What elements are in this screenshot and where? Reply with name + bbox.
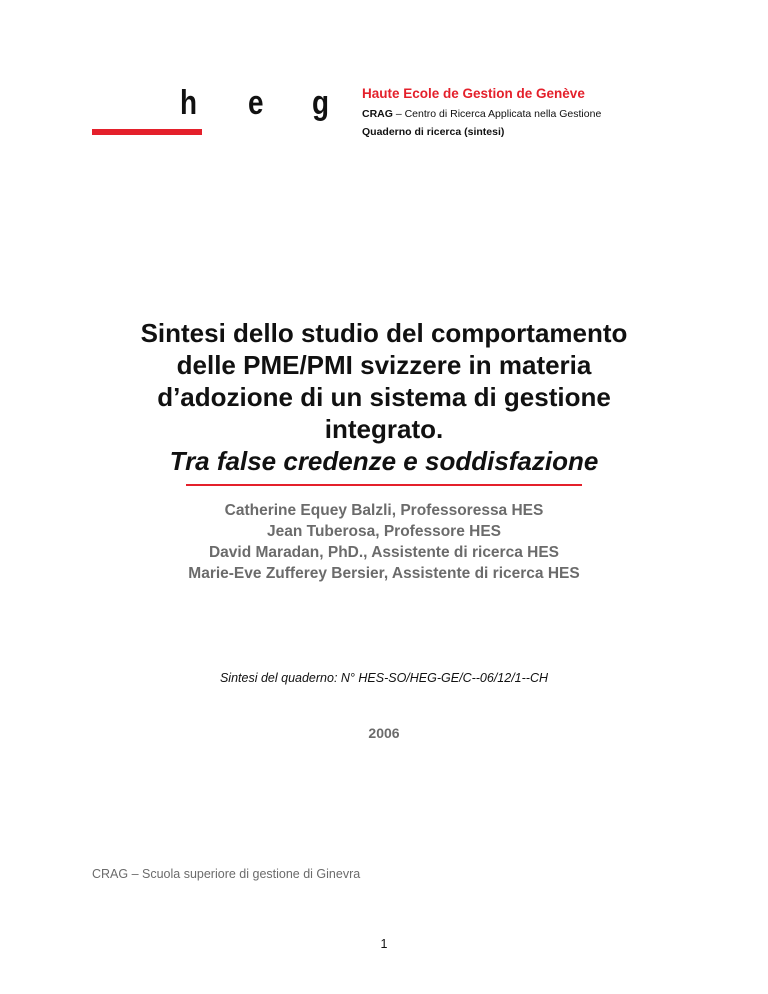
crag-line (362, 108, 662, 121)
title-line: d’adozione di un sistema di gestione (157, 382, 611, 412)
logo-letter-g: g (312, 84, 330, 122)
crag-description: – Centro di Ricerca Applicata nella Gestione (392, 108, 602, 120)
title-divider (186, 484, 582, 486)
school-name: Haute Ecole de Gestion de Genève (362, 86, 585, 101)
header-block (362, 86, 662, 139)
series-label: Quaderno di ricerca (sintesi) (362, 126, 505, 138)
page-number: 1 (380, 937, 388, 951)
author-line: Jean Tuberosa, Professore HES (266, 523, 502, 540)
title-line: delle PME/PMI svizzere in materia (176, 350, 592, 380)
author-line: Catherine Equey Balzli, Professoressa HES (224, 502, 544, 519)
title-line: integrato. (324, 414, 444, 444)
author-line: Marie-Eve Zufferey Bersier, Assistente di ricerca HES (188, 565, 580, 582)
title-line: Sintesi dello studio del comportamento (140, 318, 628, 348)
publication-year: 2006 (368, 725, 400, 741)
logo-letter-h: h (180, 84, 198, 122)
crag-abbr: CRAG (362, 108, 393, 120)
document-reference: Sintesi del quaderno: N° HES-SO/HEG-GE/C--06/12/1--CH (219, 671, 549, 685)
author-line: David Maradan, PhD., Assistente di ricerca HES (208, 544, 560, 561)
logo-red-bar (92, 129, 202, 135)
heg-logo (176, 84, 336, 124)
document-subtitle: Tra false credenze e soddisfazione (169, 446, 599, 476)
document-title (84, 317, 684, 477)
authors-list (84, 500, 684, 584)
footer-institution: CRAG – Scuola superiore di gestione di Ginevra (92, 867, 361, 881)
logo-letter-e: e (248, 84, 264, 122)
